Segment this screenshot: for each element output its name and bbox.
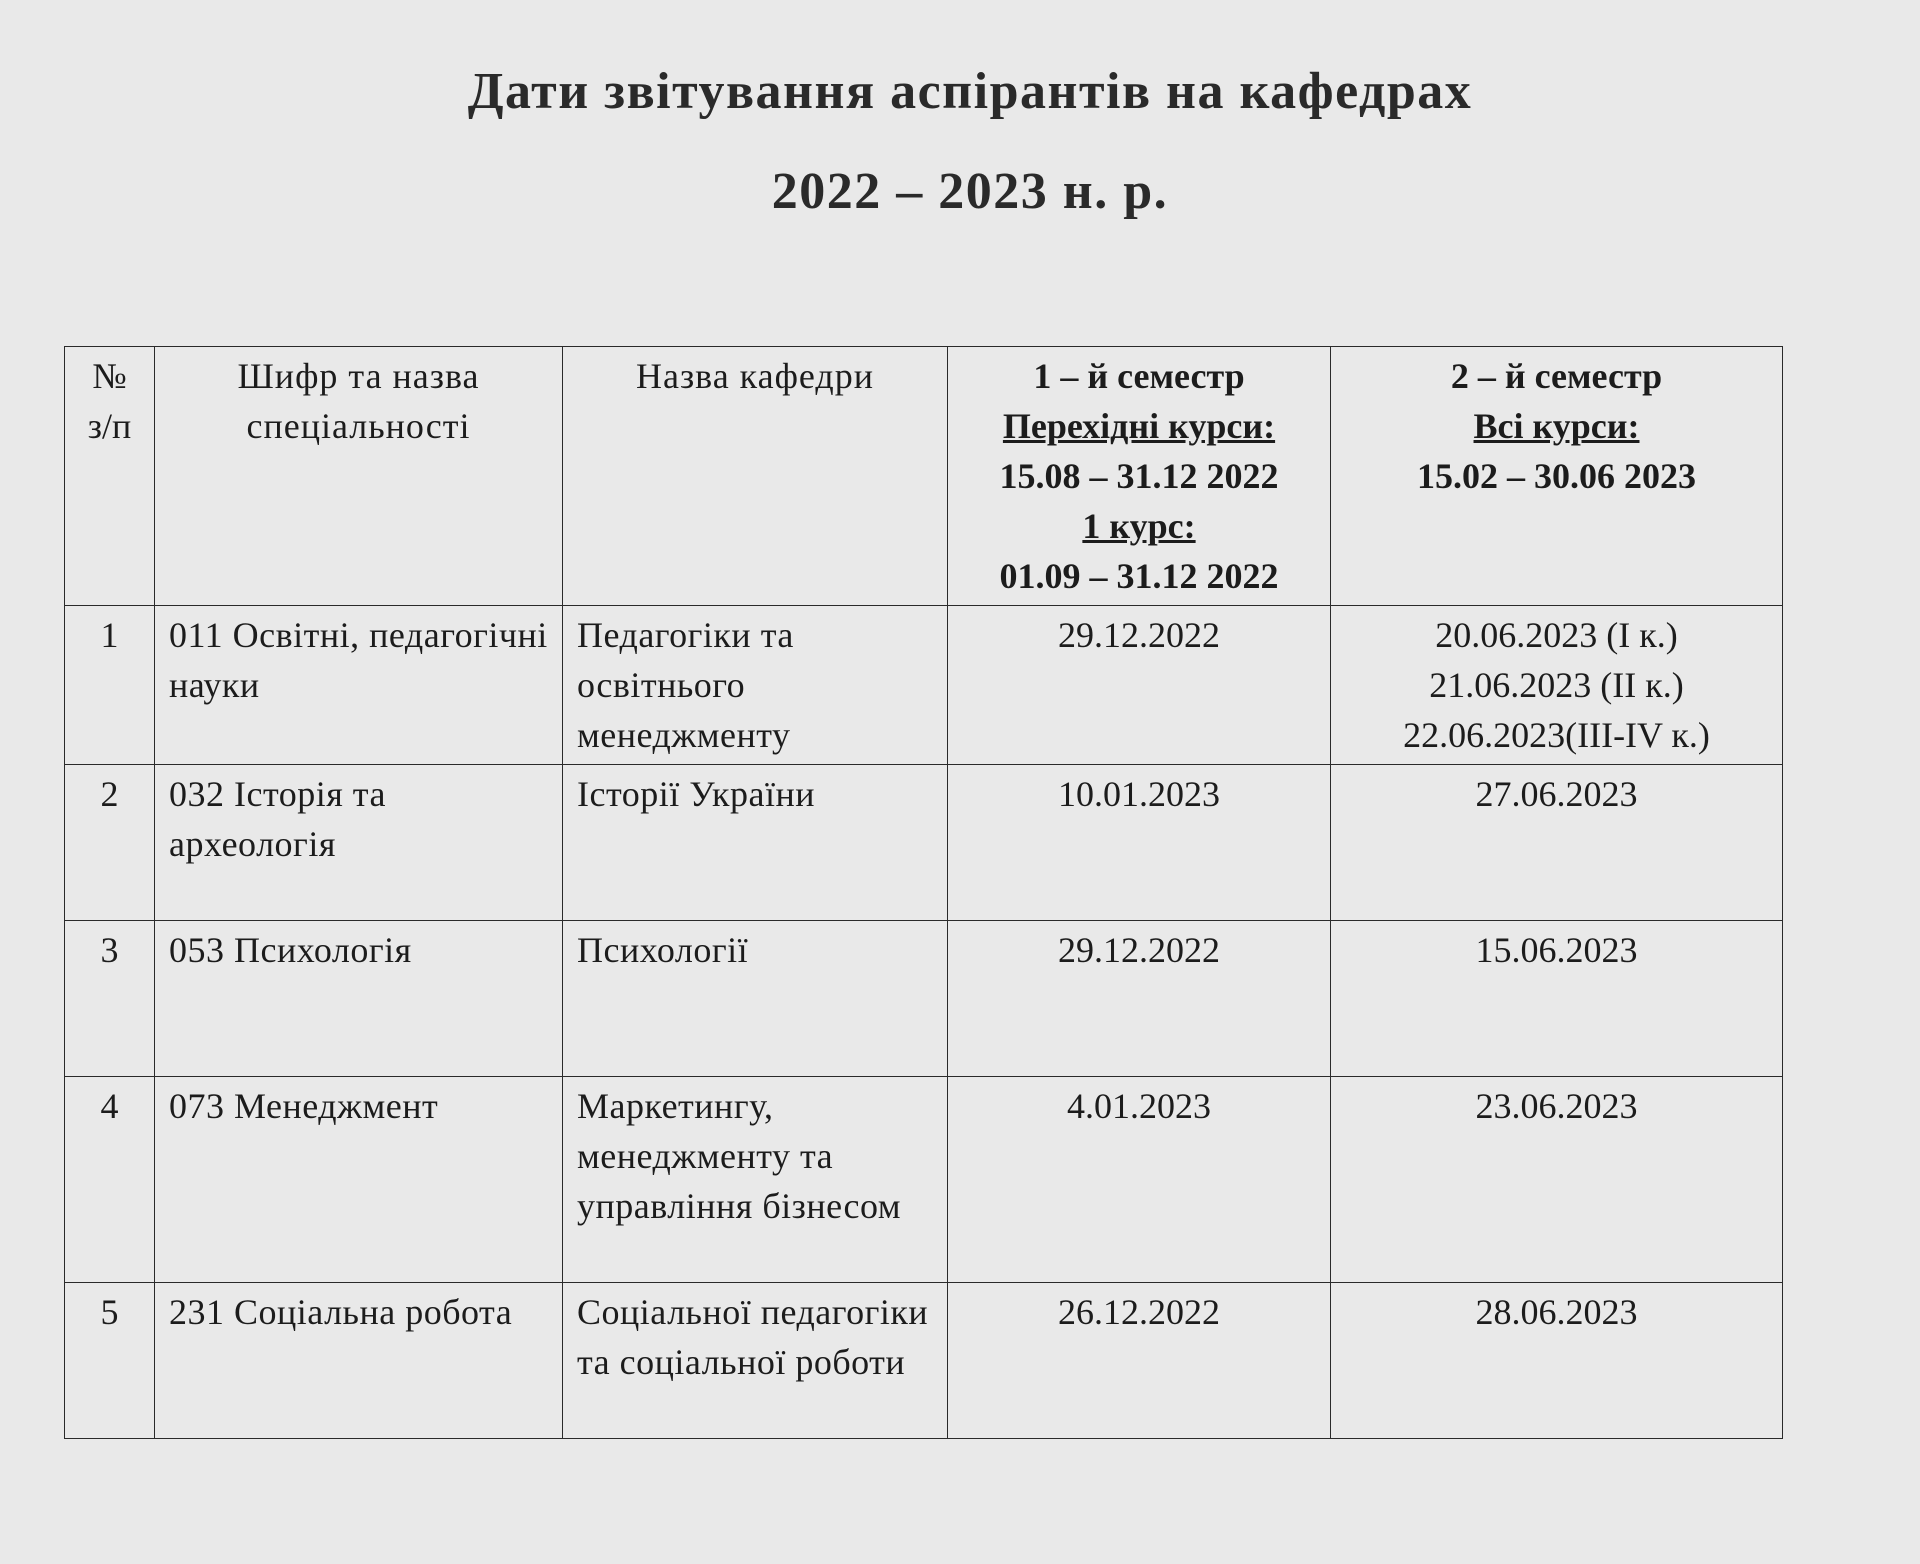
table-row — [65, 606, 1783, 765]
semester-2-date: 27.06.2023 — [1475, 774, 1638, 814]
row-semester-2-dates — [1331, 1077, 1783, 1283]
row-semester-2-dates — [1331, 1283, 1783, 1439]
row-specialty: 032 Історія та археологія — [155, 765, 563, 921]
table-header-row — [65, 347, 1783, 606]
row-semester-1-date: 29.12.2022 — [948, 921, 1331, 1077]
semester-2-date: 20.06.2023 (І к.) — [1435, 615, 1678, 655]
table-row — [65, 765, 1783, 921]
row-department: Історії України — [563, 765, 948, 921]
row-number: 4 — [65, 1077, 155, 1283]
semester-2-title: 2 – й семестр — [1450, 356, 1663, 396]
semester-2-all-label: Всі курси: — [1473, 406, 1640, 446]
row-specialty: 231 Соціальна робота — [155, 1283, 563, 1439]
header-number: № з/п — [65, 347, 155, 606]
row-semester-1-date: 29.12.2022 — [948, 606, 1331, 765]
header-semester-2 — [1331, 347, 1783, 606]
row-semester-2-dates — [1331, 921, 1783, 1077]
row-semester-1-date: 10.01.2023 — [948, 765, 1331, 921]
semester-2-date: 15.06.2023 — [1475, 930, 1638, 970]
semester-2-all-period: 15.02 – 30.06 2023 — [1417, 456, 1696, 496]
semester-1-transitional-label: Перехідні курси: — [1002, 406, 1276, 446]
document-title: Дати звітування аспірантів на кафедрах — [467, 63, 1473, 120]
table-row — [65, 1283, 1783, 1439]
semester-2-date: 21.06.2023 (ІІ к.) — [1429, 665, 1684, 705]
row-number: 5 — [65, 1283, 155, 1439]
row-specialty: 053 Психологія — [155, 921, 563, 1077]
semester-2-date: 28.06.2023 — [1475, 1292, 1638, 1332]
row-semester-1-date: 4.01.2023 — [948, 1077, 1331, 1283]
table-row — [65, 921, 1783, 1077]
row-number: 3 — [65, 921, 155, 1077]
row-number: 2 — [65, 765, 155, 921]
semester-2-date: 23.06.2023 — [1475, 1086, 1638, 1126]
row-semester-1-date: 26.12.2022 — [948, 1283, 1331, 1439]
row-department: Педагогіки та освітнього менеджменту — [563, 606, 948, 765]
header-department: Назва кафедри — [563, 347, 948, 606]
table-row — [65, 1077, 1783, 1283]
row-number: 1 — [65, 606, 155, 765]
row-department: Психології — [563, 921, 948, 1077]
header-specialty: Шифр та назва спеціальності — [155, 347, 563, 606]
reporting-schedule-table — [64, 346, 1783, 1439]
row-semester-2-dates — [1331, 765, 1783, 921]
semester-1-transitional-period: 15.08 – 31.12 2022 — [999, 456, 1279, 496]
semester-1-title: 1 – й семестр — [1033, 356, 1245, 396]
header-semester-1 — [948, 347, 1331, 606]
row-semester-2-dates — [1331, 606, 1783, 765]
row-specialty: 073 Менеджмент — [155, 1077, 563, 1283]
semester-1-first-course-label: 1 курс: — [1082, 506, 1196, 546]
row-department: Маркетингу, менеджменту та управління бізнесом — [563, 1077, 948, 1283]
semester-1-first-course-period: 01.09 – 31.12 2022 — [999, 556, 1279, 596]
semester-2-date: 22.06.2023(ІІІ-ІV к.) — [1403, 715, 1710, 755]
document-subtitle: 2022 – 2023 н. р. — [771, 163, 1169, 220]
row-department: Соціальної педагогіки та соціальної роботи — [563, 1283, 948, 1439]
row-specialty: 011 Освітні, педагогічні науки — [155, 606, 563, 765]
